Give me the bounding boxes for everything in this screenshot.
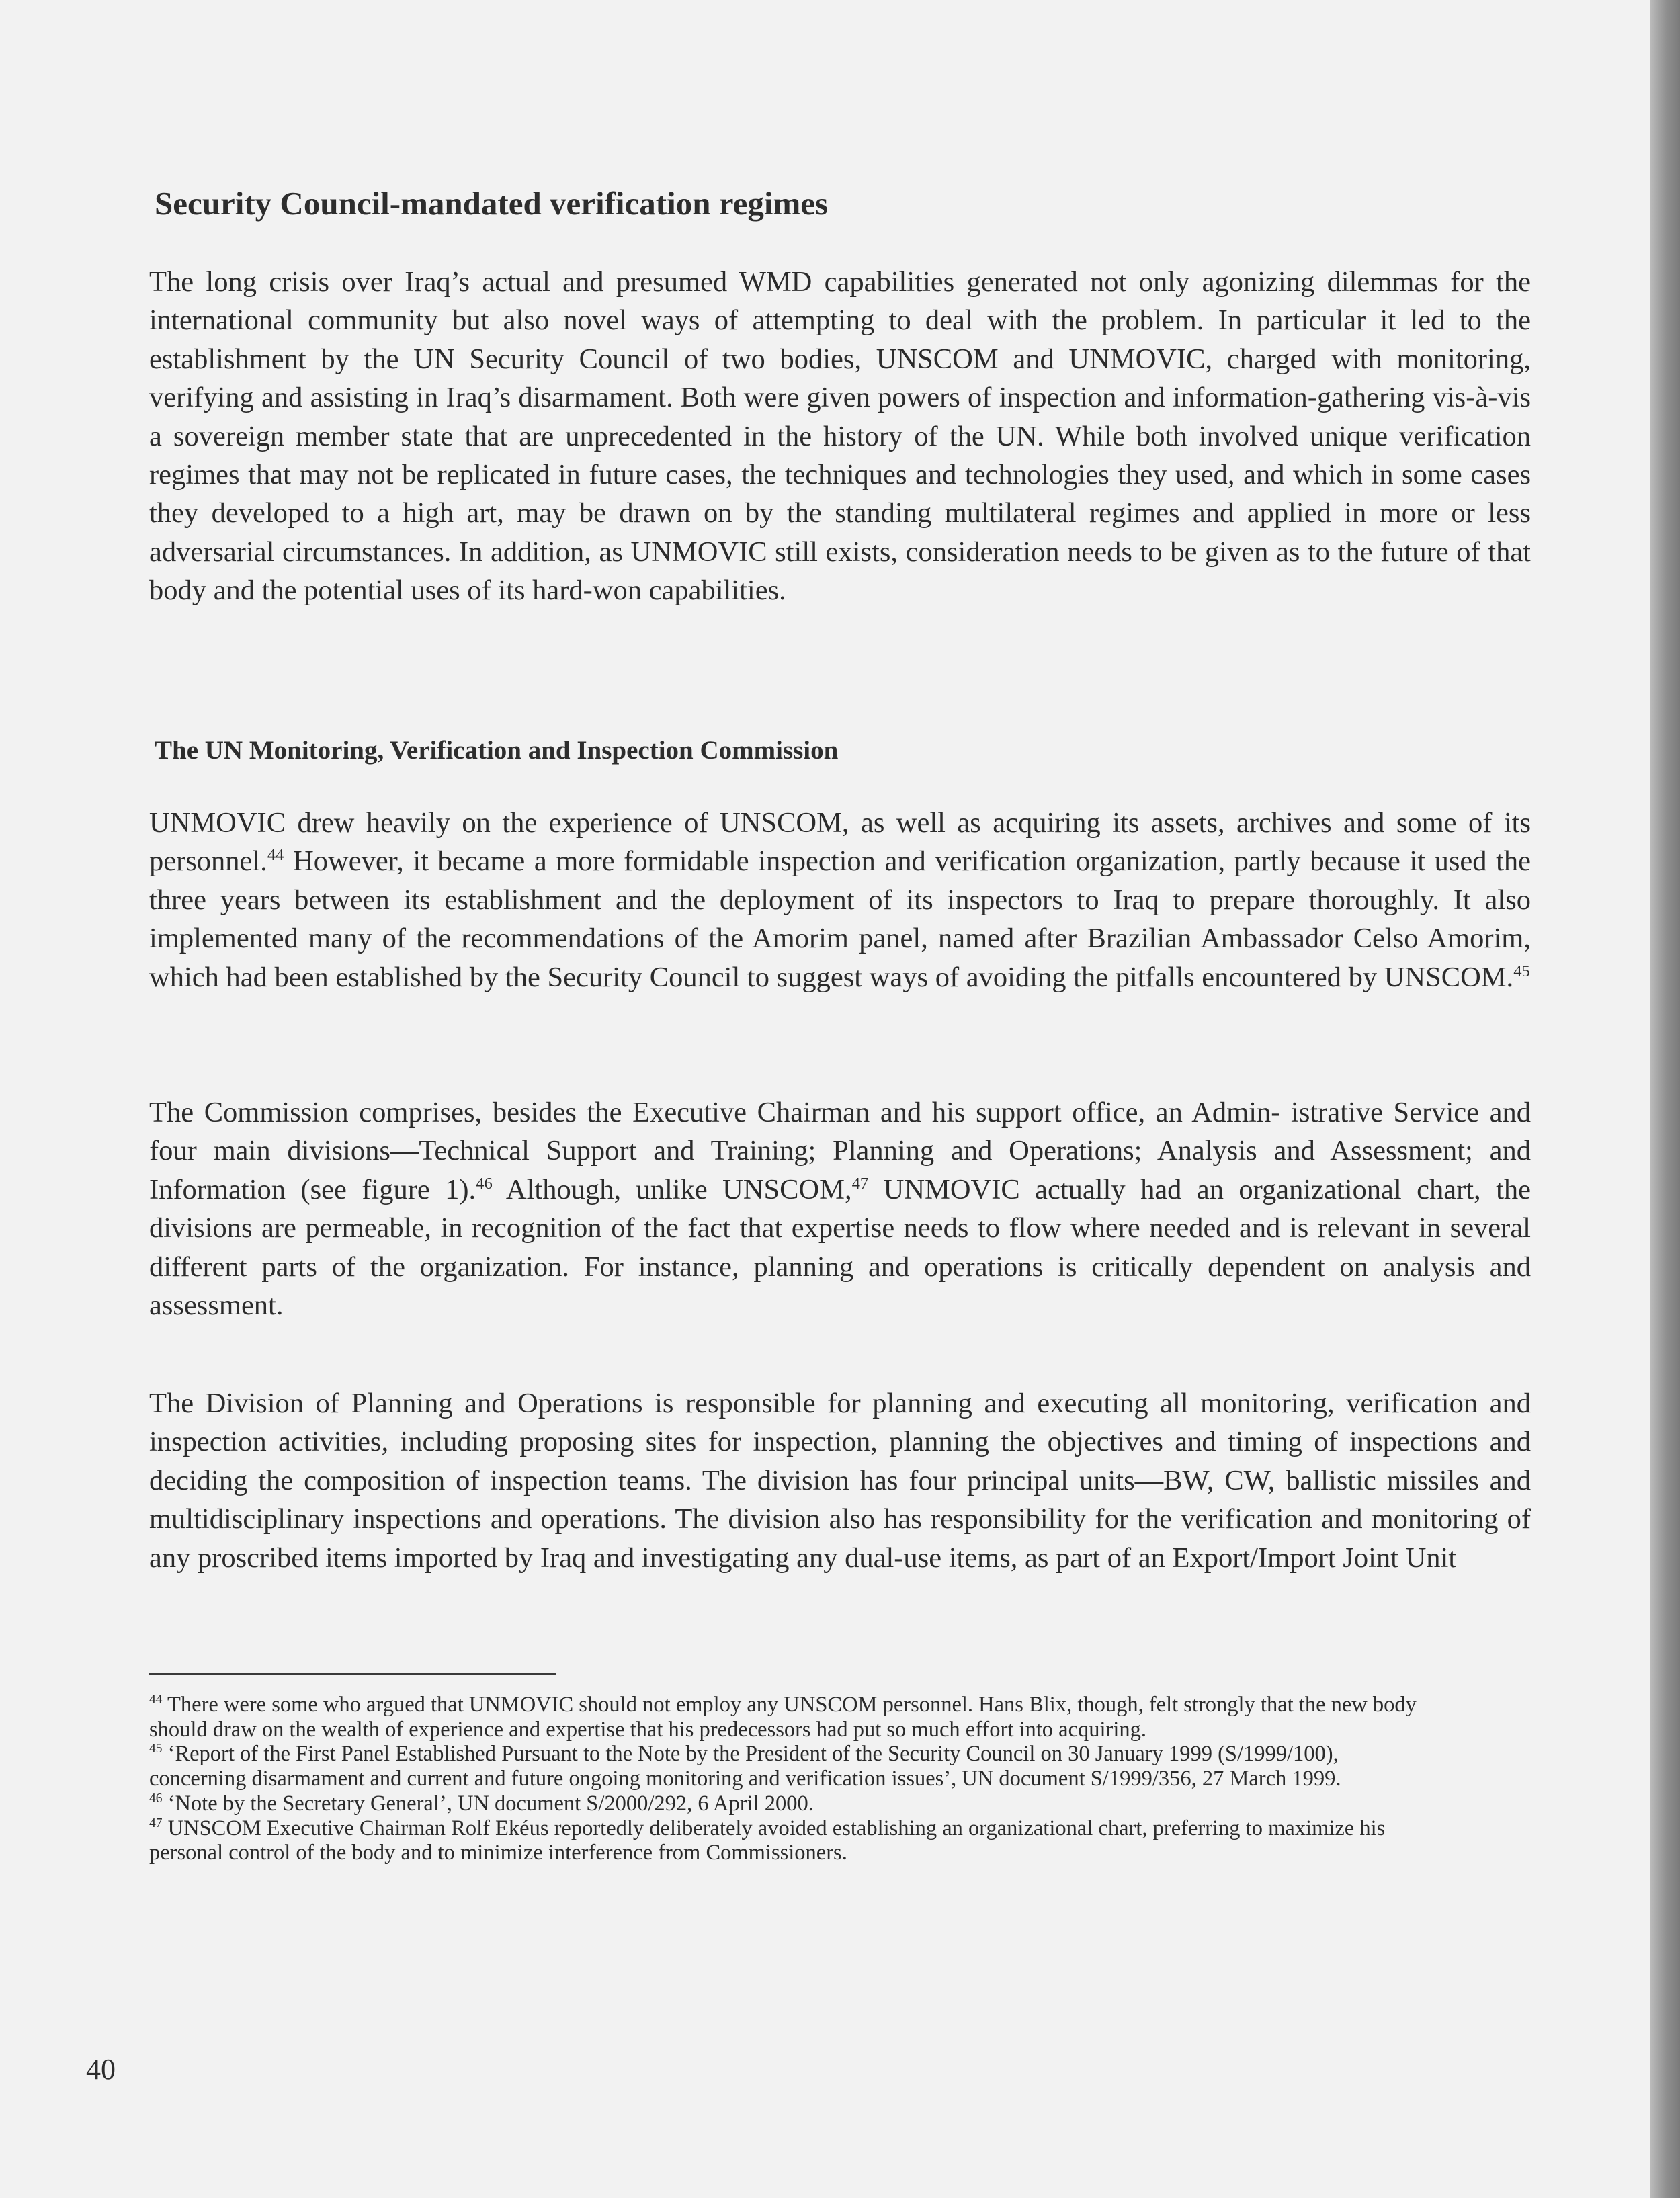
- footnote-46: [149, 1791, 1439, 1816]
- footnote-47: [149, 1816, 1439, 1865]
- paragraph-text: However, it became a more formidable inspection and verification organization, partly because it used the three years between its establishment and the deployment of its inspectors to Iraq to prepare thoroughly. It also implemented many of the recommendations of the Amorim panel, named after Brazilian Ambassador Celso Amorim, which had been established by the Security Council to suggest ways of avoiding the pitfalls encountered by UNSCOM.: [149, 845, 1531, 993]
- footnote-text: UNSCOM Executive Chairman Rolf Ekéus reportedly deliberately avoided establishing an organizational chart, preferring to maximize his personal control of the body and to minimize interference from Commissioners.: [149, 1816, 1386, 1865]
- footnote-ref-46: 46: [476, 1174, 493, 1193]
- subsection-heading: The UN Monitoring, Verification and Inspection Commission: [155, 736, 839, 765]
- page-edge-shadow: [1650, 0, 1680, 2198]
- footnote-ref-45: 45: [1513, 962, 1530, 980]
- paragraph-text: The long crisis over Iraq’s actual and presumed WMD capabilities generated not only agonizing dilemmas for the international community but also novel ways of attempting to deal with the problem. In particular it led to the establishment by the UN Security Council of two bodies, UNSCOM and UNMOVIC, charged with monitoring, verifying and assisting in Iraq’s disarmament. Both were given powers of inspection and information-gathering vis-à-vis a sovereign member state that are unprecedented in the history of the UN. While both involved unique verification regimes that may not be replicated in future cases, the techniques and technologies they used, and which in some cases they developed to a high art, may be drawn on by the standing multilateral regimes and applied in more or less adversarial circumstances. In addition, as UNMOVIC still exists, consideration needs to be given as to the future of that body and the potential uses of its hard-won capabilities.: [149, 266, 1531, 607]
- footnote-text: There were some who argued that UNMOVIC should not employ any UNSCOM personnel. Hans Blix, though, felt strongly that the new body should draw on the wealth of experience and expertise that his predecessors had put so much effort into acquiring.: [149, 1693, 1417, 1742]
- paragraph-text: Although, unlike UNSCOM,: [492, 1173, 852, 1206]
- paragraph-text: The Commission comprises, besides the Executive Chairman and his support office, an Admin- istrative Service and four main divisions—Technical Support and Training; Planning and Operations; Analysis and Assessment; and Information (see figure 1).: [149, 1097, 1531, 1206]
- section-heading: Security Council-mandated verification regimes: [155, 185, 829, 222]
- footnote-number: 47: [149, 1816, 163, 1830]
- page-number: 40: [86, 2053, 116, 2086]
- footnote-45: [149, 1742, 1439, 1791]
- paragraph-4: [149, 1384, 1531, 1577]
- footnote-text: ‘Report of the First Panel Established Pursuant to the Note by the President of the Security Council on 30 January 1999 (S/1999/100), concerning disarmament and current and future ongoing monitoring and verification issues’, UN document S/1999/356, 27 March 1999.: [149, 1742, 1341, 1791]
- paragraph-text: UNMOVIC actually had an organizational chart, the divisions are permeable, in recognition of the fact that expertise needs to flow where needed and is relevant in several different parts of the organization. For instance, planning and operations is critically dependent on analysis and assessment.: [149, 1173, 1531, 1322]
- footnote-ref-47: 47: [851, 1174, 869, 1193]
- footnote-text: ‘Note by the Secretary General’, UN document S/2000/292, 6 April 2000.: [167, 1791, 814, 1816]
- footnote-divider: [149, 1673, 556, 1675]
- footnote-number: 46: [149, 1791, 163, 1806]
- footnote-44: [149, 1693, 1439, 1742]
- footnote-number: 45: [149, 1742, 163, 1757]
- paragraph-3: [149, 1093, 1531, 1324]
- footnote-number: 44: [149, 1693, 163, 1707]
- paragraph-2: [149, 804, 1531, 997]
- paragraph-text: The Division of Planning and Operations is responsible for planning and executing all monitoring, verification and inspection activities, including proposing sites for inspection, planning the objectives and timing of inspections and deciding the composition of inspection teams. The division has four principal units—BW, CW, ballistic missiles and multidisciplinary inspections and operations. The division also has responsibility for the verification and monitoring of any proscribed items imported by Iraq and investigating any dual-use items, as part of an Export/Import Joint Unit: [149, 1388, 1531, 1574]
- footnotes: [149, 1693, 1439, 1865]
- paragraph-text: UNMOVIC drew heavily on the experience of UNSCOM, as well as acquiring its assets, archives and some of its personnel.: [149, 807, 1531, 878]
- footnote-ref-44: 44: [267, 846, 284, 865]
- paragraph-1: [149, 263, 1531, 610]
